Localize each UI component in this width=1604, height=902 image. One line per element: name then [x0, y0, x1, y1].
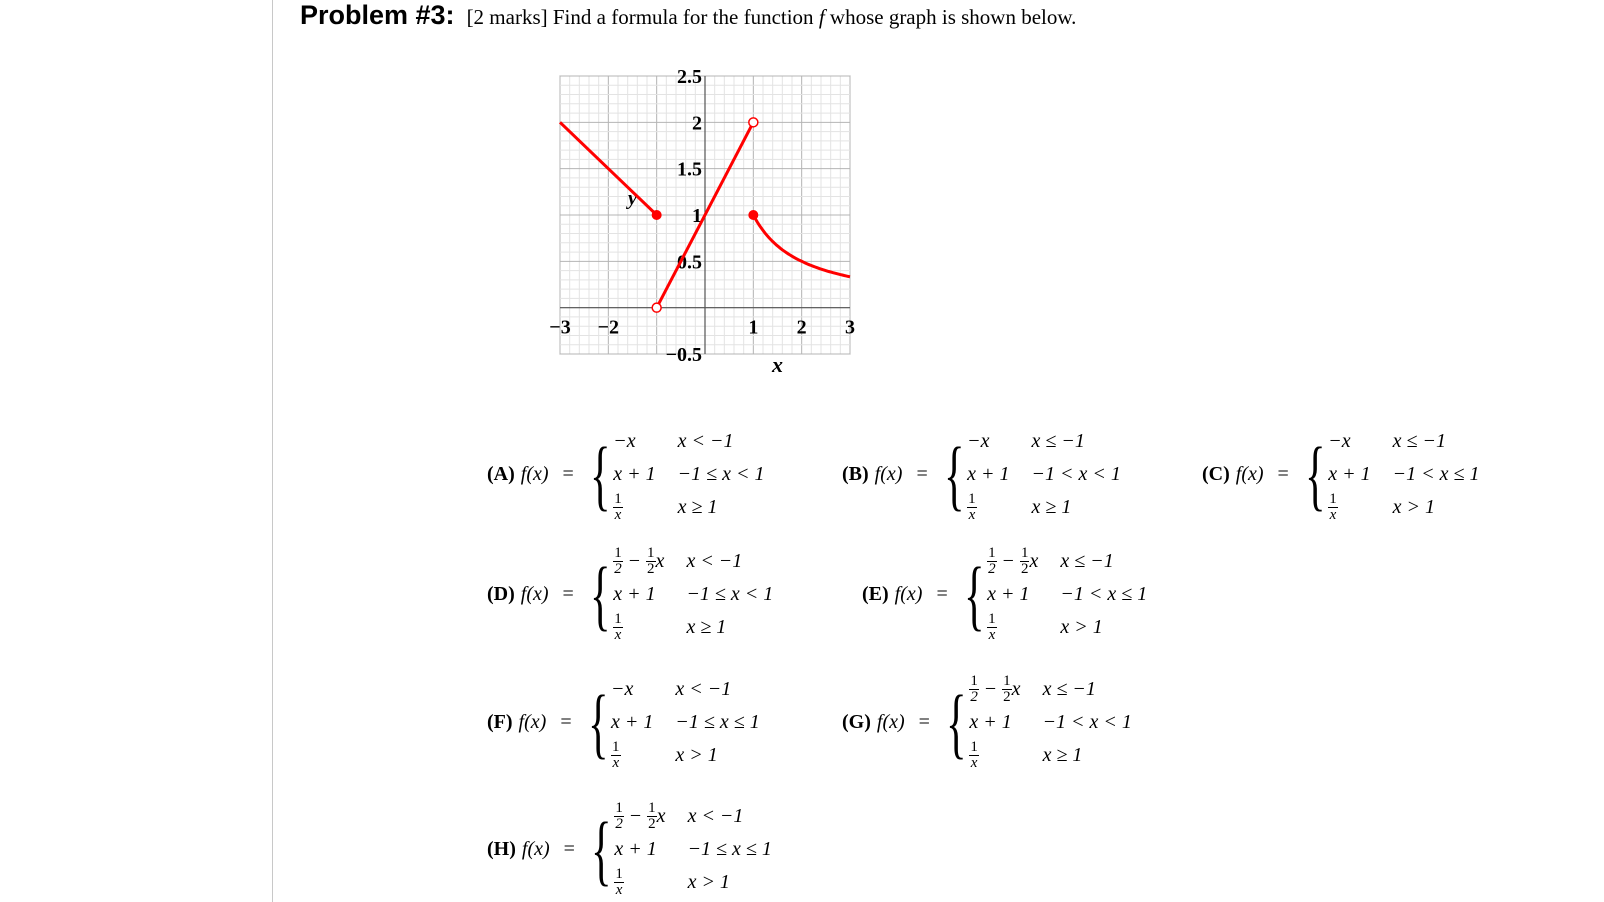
option-f[interactable]: [487, 673, 760, 772]
case-condition: x > 1: [675, 744, 718, 766]
left-brace: {: [587, 678, 609, 766]
closed-point: [748, 210, 758, 220]
x-tick-label: 1: [748, 316, 759, 339]
case-expression: [967, 491, 1009, 524]
x-tick-label: 2: [796, 316, 807, 339]
case-condition: −1 < x ≤ 1: [1060, 583, 1148, 605]
case-condition: −1 < x < 1: [1042, 711, 1132, 733]
case-condition: −1 ≤ x ≤ 1: [687, 838, 772, 860]
case-condition: x > 1: [1392, 496, 1436, 518]
x-tick-label: −3: [549, 316, 571, 339]
case-condition: x ≤ −1: [1042, 678, 1096, 700]
case-expression: −x: [611, 678, 634, 700]
function-graph: [549, 66, 880, 388]
y-tick-label: −0.5: [665, 344, 702, 366]
piecewise-cases: [613, 545, 773, 644]
fraction: $\frac{1}{2}$: [1020, 545, 1029, 577]
case-condition: x ≥ 1: [677, 496, 718, 518]
fraction: $\frac{1}{x}$: [615, 866, 623, 898]
case-expression: x + 1: [611, 711, 654, 733]
open-point: [749, 118, 758, 127]
equals-sign: =: [560, 711, 572, 733]
case-expression: [614, 866, 665, 899]
piecewise-cases: [1328, 425, 1479, 524]
equals-sign: =: [916, 463, 928, 485]
fraction: $\frac{1}{x}$: [612, 739, 620, 771]
case-condition: x < −1: [687, 805, 744, 827]
equals-sign: =: [562, 583, 574, 605]
case-expression: x + 1: [967, 463, 1010, 485]
option-label: (A): [487, 463, 515, 485]
problem-header: [300, 0, 1076, 31]
option-b[interactable]: [842, 425, 1121, 524]
fraction: $\frac{1}{x}$: [968, 491, 976, 523]
case-expression: −x: [613, 430, 636, 452]
fraction: $\frac{1}{x}$: [1329, 491, 1337, 523]
left-brace: {: [943, 430, 965, 518]
equals-sign: =: [563, 838, 575, 860]
fraction: $\frac{1}{2}$: [615, 800, 623, 832]
y-tick-label: 2: [692, 112, 702, 135]
case-condition: x > 1: [687, 871, 730, 893]
closed-point: [652, 210, 662, 220]
open-point: [652, 303, 661, 312]
function-name: f(x): [894, 583, 923, 605]
left-brace: {: [963, 550, 985, 638]
fraction: $\frac{1}{2}$: [614, 545, 622, 577]
case-expression: x + 1: [613, 583, 656, 605]
function-name: f(x): [874, 463, 903, 485]
fraction: $\frac{1}{x}$: [614, 491, 622, 523]
piecewise-cases: [611, 673, 760, 772]
fraction: $\frac{1}{2}$: [970, 673, 978, 705]
y-tick-label: 1.5: [677, 158, 702, 181]
equals-sign: =: [1277, 463, 1289, 485]
fraction: $\frac{1}{2}$: [1003, 673, 1011, 705]
fraction: $\frac{1}{2}$: [988, 545, 996, 577]
option-label: (B): [842, 463, 869, 485]
option-g[interactable]: [842, 673, 1132, 772]
y-tick-label: 0.5: [677, 251, 702, 274]
case-expression: x + 1: [969, 711, 1012, 733]
case-condition: x ≥ 1: [1031, 496, 1072, 518]
function-name: f(x): [1235, 463, 1264, 485]
function-name: f(x): [520, 463, 549, 485]
option-d[interactable]: [487, 545, 773, 644]
equals-sign: =: [918, 711, 930, 733]
piecewise-cases: [614, 800, 772, 899]
case-expression: x + 1: [614, 838, 657, 860]
case-expression: [1328, 491, 1370, 524]
left-brace: {: [1304, 430, 1326, 518]
y-axis-label: y: [628, 187, 637, 210]
left-brace: {: [945, 678, 967, 766]
function-name: f(x): [518, 711, 547, 733]
option-a[interactable]: [487, 425, 765, 524]
case-condition: x > 1: [1060, 616, 1103, 638]
option-e[interactable]: [862, 545, 1147, 644]
case-condition: −1 ≤ x < 1: [686, 583, 774, 605]
option-label: (H): [487, 838, 516, 860]
function-name: f(x): [876, 711, 905, 733]
fraction: $\frac{1}{x}$: [970, 739, 978, 771]
case-condition: x ≤ −1: [1060, 550, 1114, 572]
option-label: (E): [862, 583, 889, 605]
case-condition: x ≤ −1: [1031, 430, 1085, 452]
equals-sign: =: [936, 583, 948, 605]
option-label: (G): [842, 711, 871, 733]
left-divider: [272, 0, 273, 902]
case-condition: x < −1: [686, 550, 743, 572]
case-condition: x ≥ 1: [686, 616, 727, 638]
case-expression: [969, 739, 1020, 772]
piecewise-cases: [613, 425, 764, 524]
problem-text: [2 marks] Find a formula for the function f whose graph is shown below.: [466, 5, 1077, 29]
case-condition: −1 < x ≤ 1: [1392, 463, 1480, 485]
case-expression: −x: [1328, 430, 1351, 452]
y-tick-label: 1: [692, 205, 702, 227]
case-expression: $\frac{1}{2}$ − $\frac{1}{2}$ x: [615, 800, 666, 832]
case-condition: −1 < x < 1: [1031, 463, 1121, 485]
option-c[interactable]: [1202, 425, 1480, 524]
x-tick-label: −2: [597, 316, 620, 339]
option-label: (D): [487, 583, 515, 605]
case-condition: x < −1: [677, 430, 734, 452]
case-expression: [987, 611, 1038, 644]
case-condition: x ≥ 1: [1042, 744, 1083, 766]
fraction: $\frac{1}{2}$: [647, 545, 655, 577]
case-condition: x ≤ −1: [1392, 430, 1446, 452]
case-expression: x + 1: [987, 583, 1030, 605]
case-expression: $\frac{1}{2}$ − $\frac{1}{2}$ x: [614, 545, 665, 577]
case-condition: −1 ≤ x ≤ 1: [675, 711, 760, 733]
case-expression: −x: [967, 430, 990, 452]
fraction: $\frac{1}{2}$: [648, 800, 656, 832]
option-h[interactable]: [487, 800, 772, 899]
case-condition: −1 ≤ x < 1: [677, 463, 765, 485]
left-brace: {: [589, 550, 611, 638]
x-axis-label: x: [772, 352, 783, 377]
piecewise-cases: [967, 425, 1121, 524]
equals-sign: =: [562, 463, 574, 485]
case-expression: [611, 739, 653, 772]
left-brace: {: [590, 805, 612, 893]
case-expression: [613, 611, 664, 644]
case-expression: $\frac{1}{2}$ − $\frac{1}{2}$ x: [970, 673, 1021, 705]
case-expression: $\frac{1}{2}$ − $\frac{1}{2}$ x: [988, 545, 1039, 577]
y-tick-label: 2.5: [677, 66, 702, 88]
left-brace: {: [589, 430, 611, 518]
option-label: (C): [1202, 463, 1230, 485]
case-expression: [613, 491, 655, 524]
function-name: f(x): [521, 838, 550, 860]
x-tick-label: 3: [845, 316, 855, 339]
case-expression: x + 1: [613, 463, 656, 485]
function-name: f(x): [520, 583, 549, 605]
option-label: (F): [487, 711, 513, 733]
piecewise-cases: [987, 545, 1147, 644]
fraction: $\frac{1}{x}$: [614, 611, 622, 643]
case-condition: x < −1: [675, 678, 732, 700]
problem-number: Problem #3:: [300, 0, 455, 30]
fraction: $\frac{1}{x}$: [988, 611, 996, 643]
case-expression: x + 1: [1328, 463, 1371, 485]
piecewise-cases: [969, 673, 1132, 772]
